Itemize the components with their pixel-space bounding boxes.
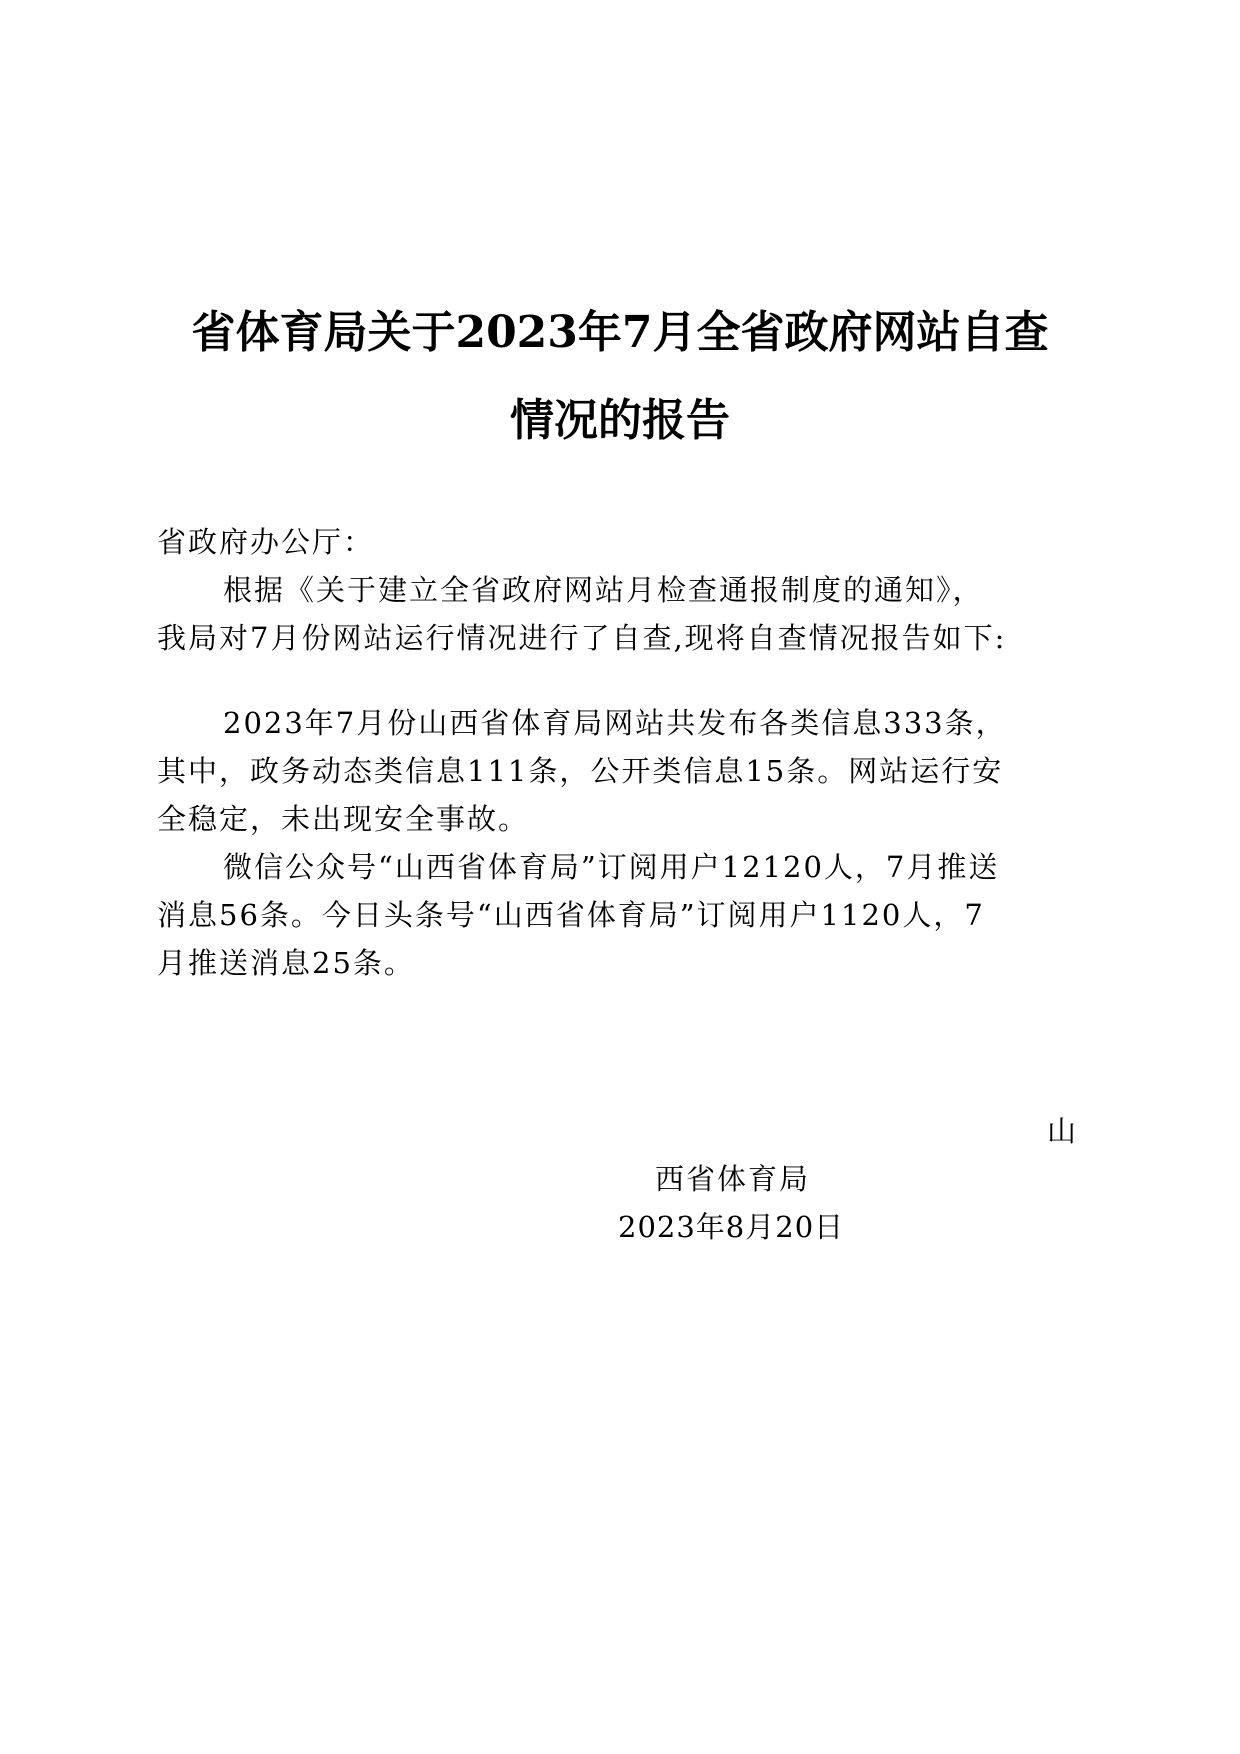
document-title-line-1: 省体育局关于2023年7月全省政府网站自查	[191, 307, 1049, 358]
paragraph-3-line-3: 月推送消息25条。	[157, 946, 415, 980]
paragraph-1-line-2: 我局对7月份网站运行情况进行了自查,现将自查情况报告如下:	[157, 621, 1007, 655]
paragraph-3-line-1: 微信公众号“山西省体育局”订阅用户12120人，7月推送	[223, 850, 1000, 884]
paragraph-3-line-2: 消息56条。今日头条号“山西省体育局”订阅用户1120人，7	[157, 898, 985, 932]
signature-organization: 西省体育局	[655, 1162, 811, 1196]
signature-fragment: 山	[1047, 1114, 1077, 1148]
addressee: 省政府办公厅：	[157, 525, 375, 559]
paragraph-2-line-3: 全稳定，未出现安全事故。	[157, 802, 530, 836]
signature-date: 2023年8月20日	[618, 1210, 845, 1244]
paragraph-2-line-1: 2023年7月份山西省体育局网站共发布各类信息333条，	[223, 706, 1007, 740]
document-title-line-2: 情况的报告	[510, 395, 730, 446]
paragraph-1-line-1: 根据《关于建立全省政府网站月检查通报制度的通知》，	[223, 573, 984, 607]
paragraph-2-line-2: 其中，政务动态类信息111条，公开类信息15条。网站运行安	[157, 754, 1004, 788]
